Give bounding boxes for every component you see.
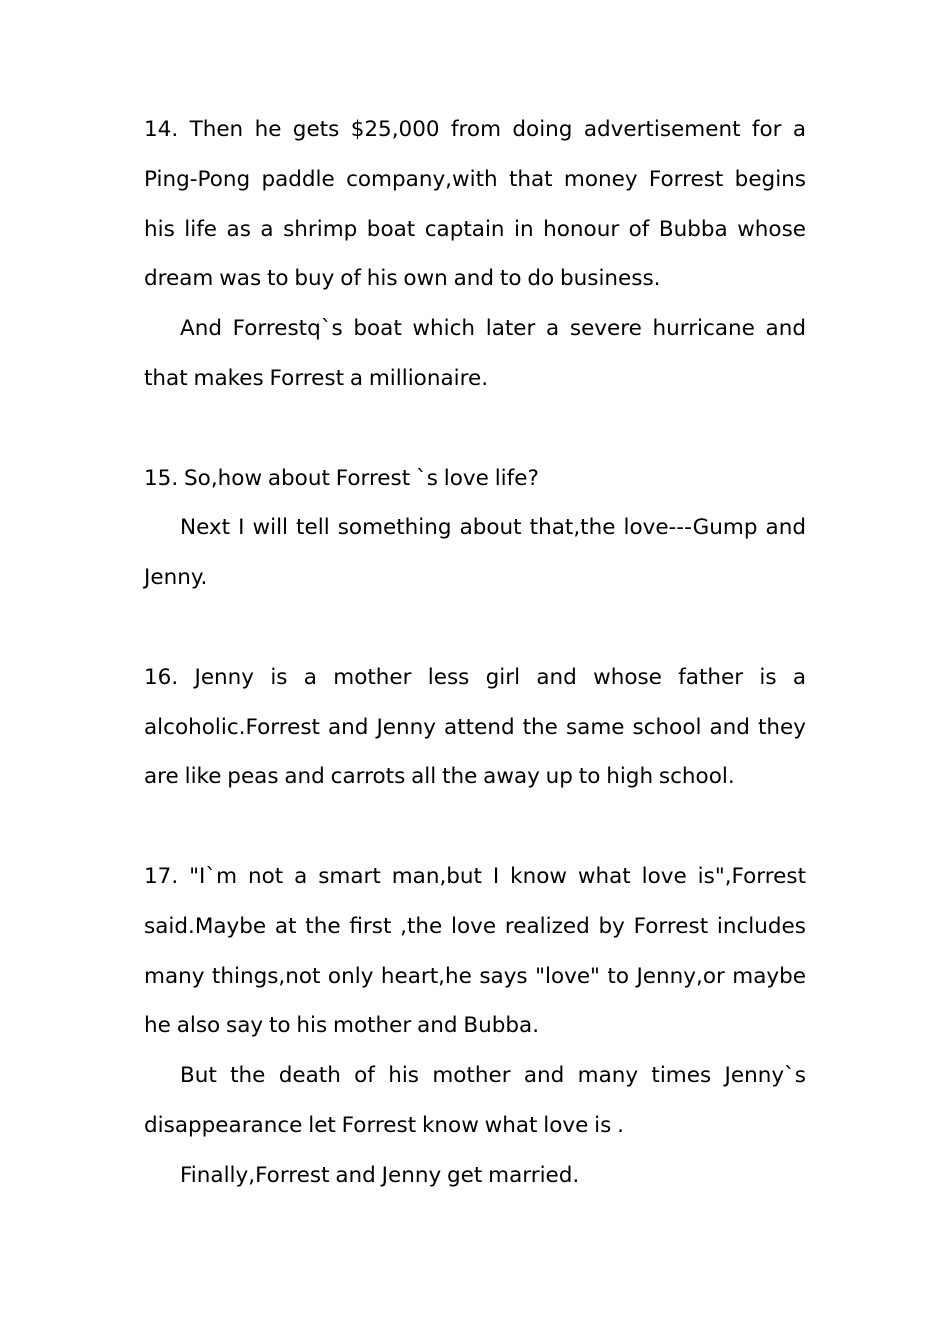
document-body <box>144 105 806 1201</box>
paragraph-17-final: Finally,Forrest and Jenny get married. <box>180 1162 580 1188</box>
paragraph-14-continued: And Forrestq`s boat which later a severe hurricane and that makes Forrest a millionaire. <box>144 316 806 391</box>
paragraph-spacer <box>144 802 806 852</box>
paragraph-15-continued: Next I will tell something about that,the love---Gump and Jenny. <box>144 515 806 591</box>
paragraph-spacer <box>144 404 806 454</box>
paragraph-17: 17. "I`m not a smart man,but I know what love is",Forrest said.Maybe at the first ,the love realized by Forrest includes many things,not only heart,he says "love" to Jenny,or maybe he also say to his mother and Bubba. <box>144 863 806 1039</box>
paragraph-16: 16. Jenny is a mother less girl and whose father is a alcoholic.Forrest and Jenny attend the same school and they are like peas and carrots all the away up to high school. <box>144 664 806 790</box>
paragraph-spacer <box>144 603 806 653</box>
paragraph-14: 14. Then he gets $25,000 from doing advertisement for a Ping-Pong paddle company,with that money Forrest begins his life as a shrimp boat captain in honour of Bubba whose dream was to buy of his own and to do business. <box>144 117 806 292</box>
paragraph-17-continued: But the death of his mother and many times Jenny`s disappearance let Forrest know what love is . <box>144 1063 806 1138</box>
paragraph-15: 15. So,how about Forrest `s love life? <box>144 465 539 491</box>
